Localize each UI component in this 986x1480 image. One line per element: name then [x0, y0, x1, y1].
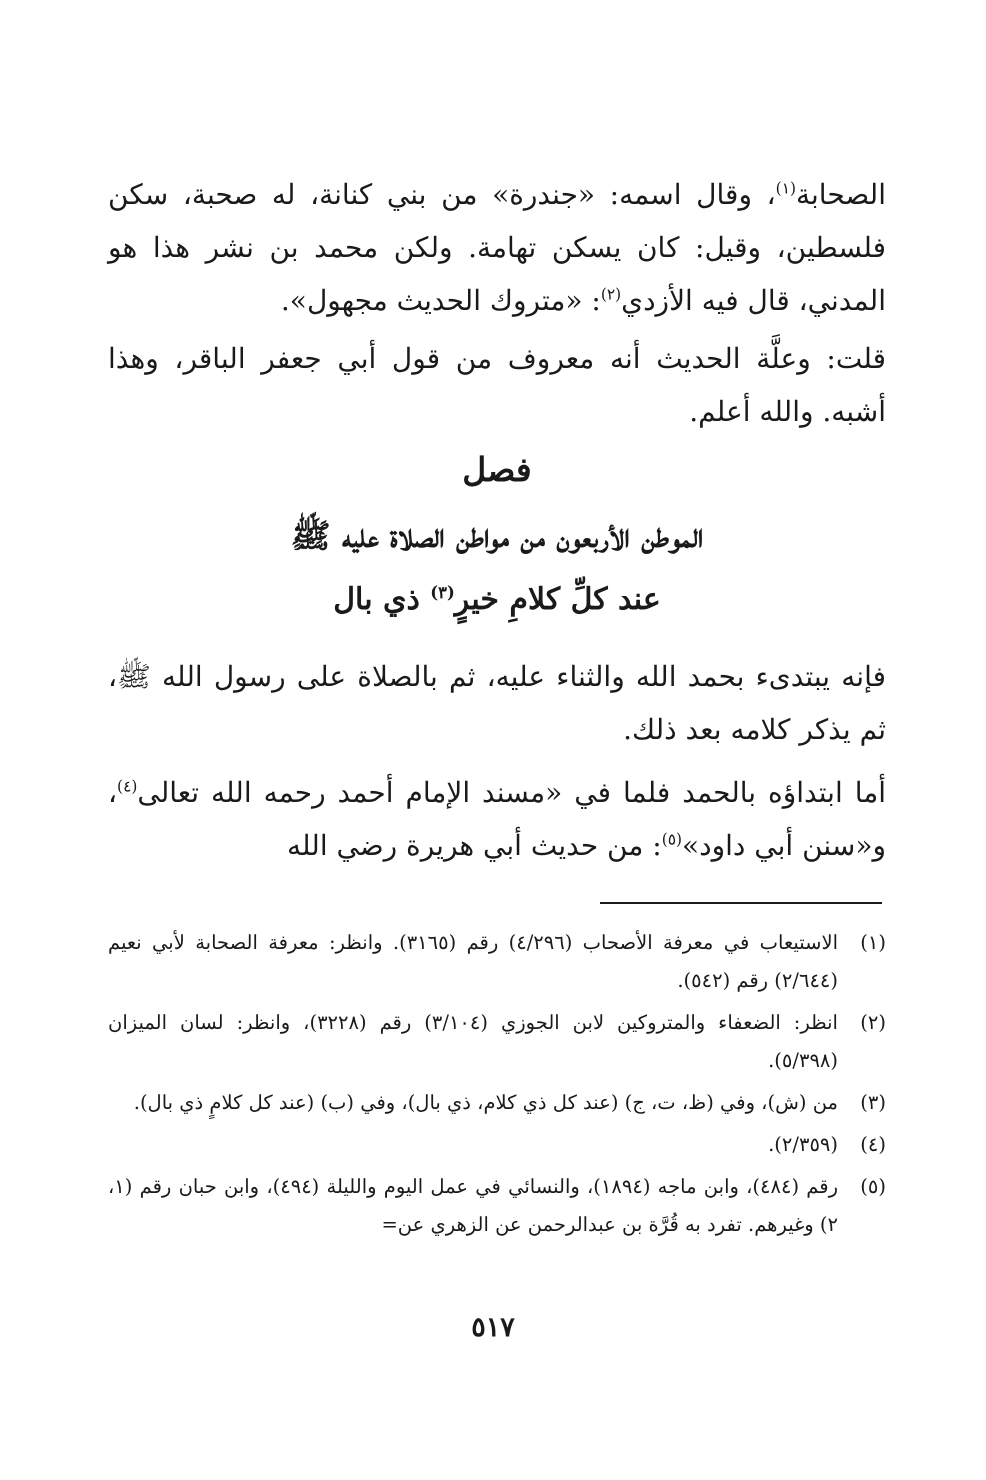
footnote-ref-2: (٢) [600, 285, 622, 304]
footnote-number: (٢) [860, 1011, 886, 1034]
footnote-number: (١) [860, 931, 886, 954]
paragraph-3: فإنه يبتدىء بحمد الله والثناء عليه، ثم بالصلاة على رسول الله ﷺ، ثم يذكر كلامه بعد ذلك. [108, 660, 886, 746]
page-number: ٥١٧ [471, 1312, 515, 1343]
footnote-1 [108, 924, 886, 1000]
subtitle-text-a: عند كلِّ كلامِ خيرٍ [454, 582, 661, 617]
subtitle-text-b: ذي بال [333, 582, 431, 617]
paragraph-1 [108, 168, 886, 327]
footnote-4 [108, 1126, 886, 1164]
paragraph-1-text-a: الصحابة [795, 178, 886, 211]
paragraph-4-text-c: : من حديث أبي هريرة رضي الله [287, 829, 662, 862]
footnote-ref-5: (٥) [661, 830, 683, 849]
footnote-separator [600, 902, 882, 904]
footnote-ref-3: (٣) [430, 583, 455, 602]
footnote-number: (٥) [860, 1175, 886, 1198]
footnote-text: رقم (٤٨٤)، وابن ماجه (١٨٩٤)، والنسائي في عمل اليوم والليلة (٤٩٤)، وابن حبان رقم (١، ٢) وغيرهم. تفرد به قُرَّة بن عبدالرحمن عن الزهري عن= [108, 1175, 839, 1236]
section-title: الموطن الأربعون من مواطن الصلاة عليه ﷺ [290, 516, 704, 555]
section-heading-fasl: فصل [462, 450, 532, 489]
paragraph-4 [108, 766, 886, 872]
footnote-2 [108, 1004, 886, 1080]
paragraph-1-text-c: : «متروك الحديث مجهول». [280, 284, 601, 317]
paragraph-2: قلت: وعلَّة الحديث أنه معروف من قول أبي جعفر الباقر، وهذا أشبه. والله أعلم. [108, 342, 886, 428]
paragraph-4-text-b: ، و«سنن أبي داود» [108, 776, 886, 862]
footnote-5 [108, 1168, 886, 1244]
footnote-text: (٢/٣٥٩). [768, 1133, 838, 1156]
paragraph-4-text-a: أما ابتداؤه بالحمد فلما في «مسند الإمام أحمد رحمه الله تعالى [137, 776, 886, 809]
footnote-text: الاستيعاب في معرفة الأصحاب (٤/٢٩٦) رقم (٣١٦٥). وانظر: معرفة الصحابة لأبي نعيم (٢/٦٤٤) رقم (٥٤٢). [108, 931, 838, 992]
footnotes-list [108, 924, 886, 1248]
footnote-3 [108, 1084, 886, 1122]
footnote-text: انظر: الضعفاء والمتروكين لابن الجوزي (٣/١٠٤) رقم (٣٢٢٨)، وانظر: لسان الميزان (٥/٣٩٨). [108, 1011, 838, 1072]
section-subtitle [108, 582, 886, 617]
paragraph-1-text-b: ، وقال اسمه: «جندرة» من بني كنانة، له صحبة، سكن فلسطين، وقيل: كان يسكن تهامة. ولكن محمد بن نشر هذا هو المدني، قال فيه الأزدي [108, 178, 886, 317]
footnote-number: (٣) [860, 1091, 886, 1114]
footnote-number: (٤) [860, 1133, 886, 1156]
footnote-ref-4: (٤) [117, 777, 138, 796]
footnote-ref-1: (١) [775, 179, 796, 198]
footnote-text: من (ش)، وفي (ظ، ت، ج) (عند كل ذي كلام، ذي بال)، وفي (ب) (عند كل كلامٍ ذي بال). [133, 1091, 838, 1114]
